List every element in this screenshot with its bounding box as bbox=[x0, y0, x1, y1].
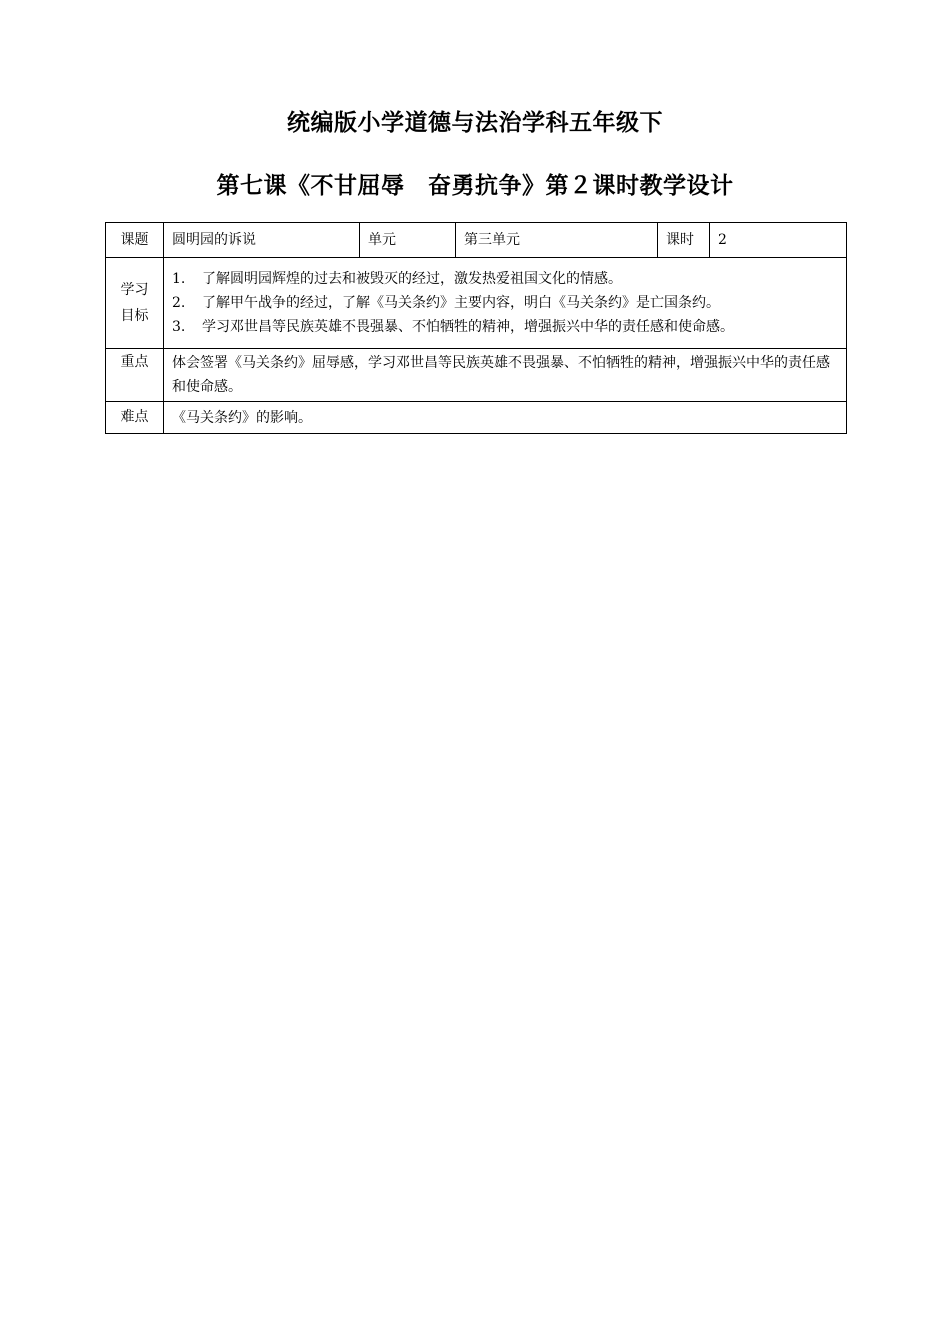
list-item bbox=[172, 291, 838, 315]
table-row-focus bbox=[106, 349, 847, 402]
goal-text: 学习邓世昌等民族英雄不畏强暴、不怕牺牲的精神，增强振兴中华的责任感和使命感。 bbox=[202, 319, 734, 335]
table-row-difficulty bbox=[106, 402, 847, 434]
difficulty-label: 难点 bbox=[106, 402, 164, 434]
topic-label: 课题 bbox=[106, 223, 164, 258]
focus-label: 重点 bbox=[106, 349, 164, 402]
focus-content bbox=[164, 349, 847, 402]
goals-label-line2: 目标 bbox=[120, 308, 149, 324]
document-title: 统编版小学道德与法治学科五年级下 bbox=[287, 109, 663, 136]
difficulty-text: 《马关条约》的影响。 bbox=[172, 409, 312, 426]
goal-text: 了解圆明园辉煌的过去和被毁灭的经过，激发热爱祖国文化的情感。 bbox=[202, 271, 622, 287]
goal-number: 2. bbox=[172, 295, 186, 311]
goal-number: 3. bbox=[172, 319, 186, 335]
goals-list bbox=[172, 267, 838, 339]
table-row-topic bbox=[106, 223, 847, 258]
document-subtitle: 第七课《不甘屈辱 奋勇抗争》第２课时教学设计 bbox=[216, 172, 734, 199]
table-row-goals bbox=[106, 258, 847, 349]
goal-number: 1. bbox=[172, 271, 186, 287]
list-item bbox=[172, 267, 838, 291]
goals-content bbox=[164, 258, 847, 349]
topic-value: 圆明园的诉说 bbox=[164, 223, 360, 258]
period-value: 2 bbox=[710, 223, 847, 258]
unit-value: 第三单元 bbox=[456, 223, 658, 258]
difficulty-content bbox=[164, 402, 847, 434]
period-label: 课时 bbox=[658, 223, 710, 258]
unit-label: 单元 bbox=[360, 223, 456, 258]
goals-label bbox=[106, 258, 164, 349]
goal-text: 了解甲午战争的经过，了解《马关条约》主要内容，明白《马关条约》是亡国条约。 bbox=[202, 295, 720, 311]
list-item bbox=[172, 315, 838, 339]
lesson-plan-table bbox=[105, 222, 847, 434]
goals-label-line1: 学习 bbox=[120, 282, 149, 298]
focus-text: 体会签署《马关条约》屈辱感，学习邓世昌等民族英雄不畏强暴、不怕牺牲的精神，增强振兴中华的责任感和使命感。 bbox=[172, 355, 830, 395]
